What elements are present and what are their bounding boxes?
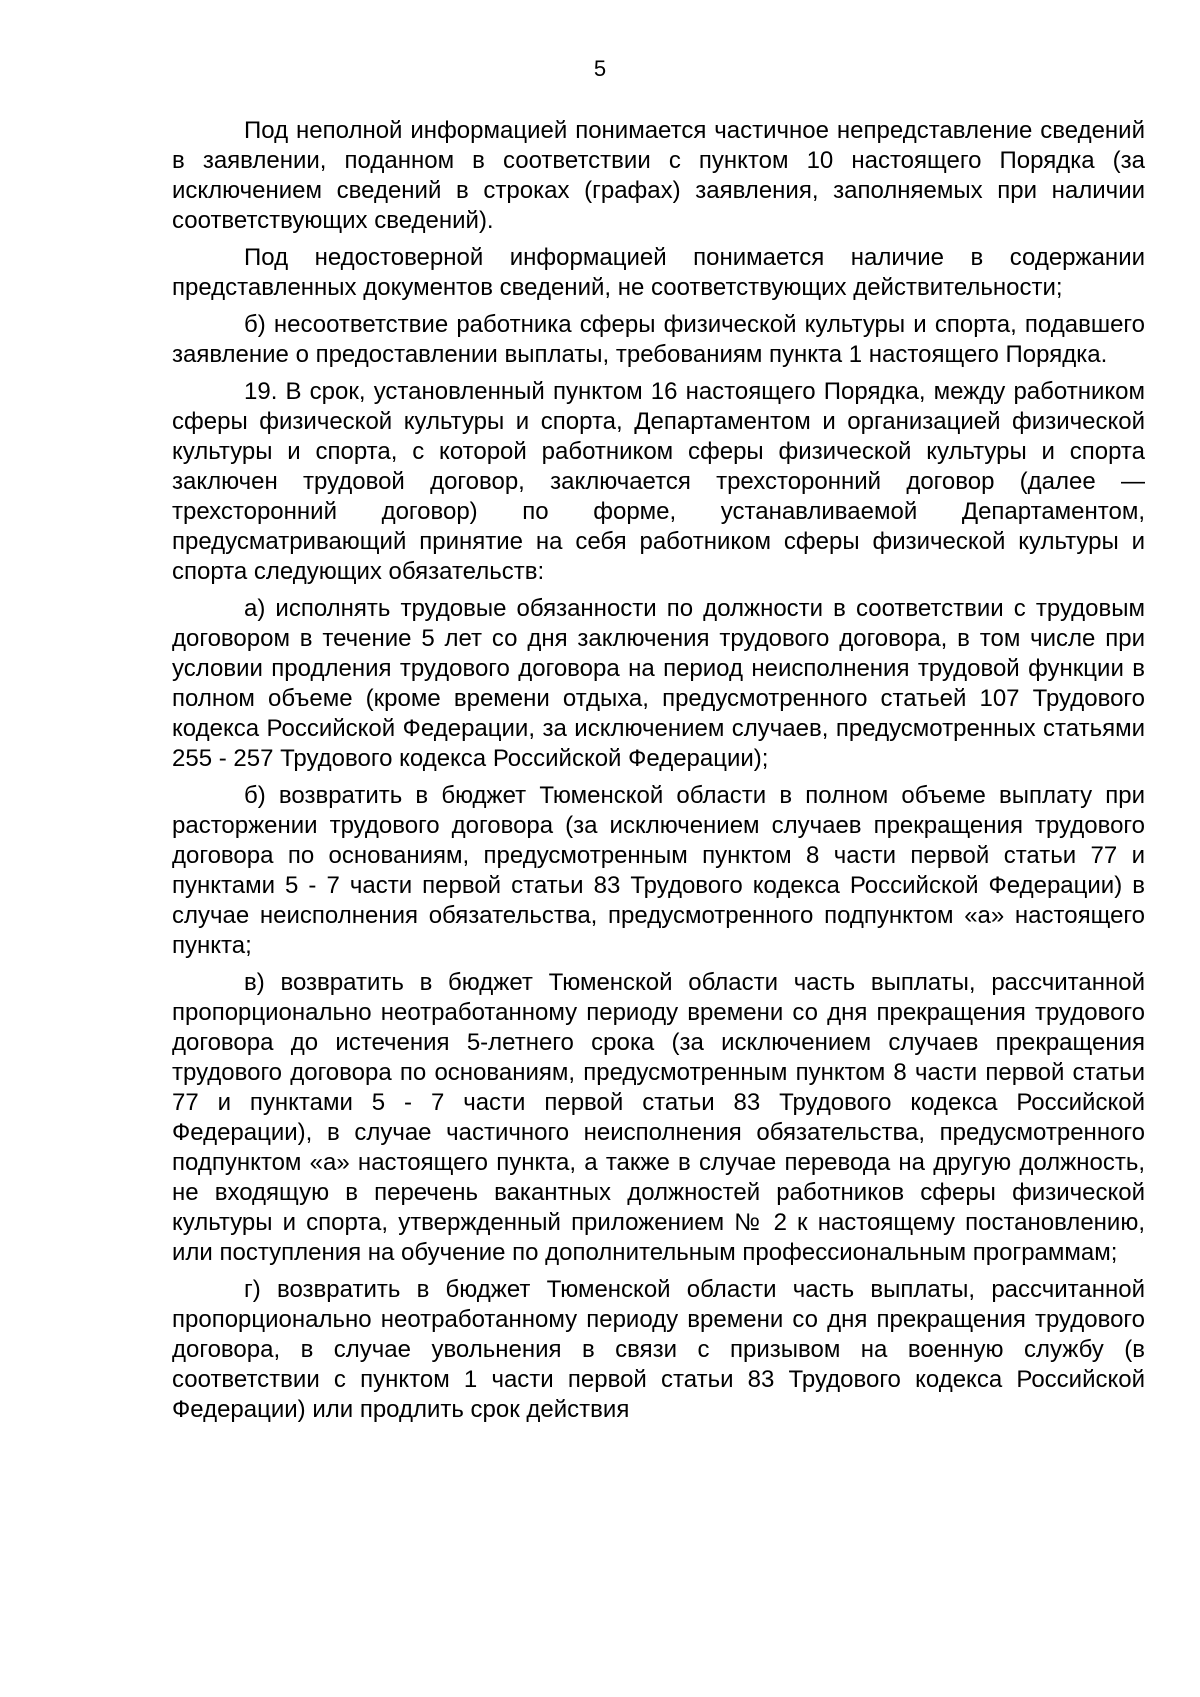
- page-number: 5: [593, 56, 607, 81]
- paragraph-obligation-a: а) исполнять трудовые обязанности по должности в соответствии с трудовым договором в течение 5 лет со дня заключения трудового договора, в том числе при условии продления трудового договора на период неисполнения трудовой функции в полном объеме (кроме времени отдыха, предусмотренного статьей 107 Трудового кодекса Российской Федерации, за исключением случаев, предусмотренных статьями 255 - 257 Трудового кодекса Российской Федерации);: [172, 595, 1145, 772]
- paragraph-unreliable-info: Под недостоверной информацией понимается наличие в содержании представленных документов сведений, не соответствующих действительности;: [172, 244, 1145, 301]
- paragraph-obligation-v: в) возвратить в бюджет Тюменской области часть выплаты, рассчитанной пропорционально неотработанному периоду времени со дня прекращения трудового договора до истечения 5-летнего срока (за исключением случаев прекращения трудового договора по основаниям, предусмотренным пунктом 8 части первой статьи 77 и пунктами 5 - 7 части первой статьи 83 Трудового кодекса Российской Федерации), в случае частичного неисполнения обязательства, предусмотренного подпунктом «а» настоящего пункта, а также в случае перевода на другую должность, не входящую в перечень вакантных должностей работников сферы физической культуры и спорта, утвержденный приложением № 2 к настоящему постановлению, или поступления на обучение по дополнительным профессиональным программам;: [172, 969, 1145, 1266]
- paragraph-item-b-mismatch: б) несоответствие работника сферы физической культуры и спорта, подавшего заявление о предоставлении выплаты, требованиям пункта 1 настоящего Порядка.: [172, 311, 1145, 368]
- paragraph-section-19: 19. В срок, установленный пунктом 16 настоящего Порядка, между работником сферы физической культуры и спорта, Департаментом и организацией физической культуры и спорта, с которой работником сферы физической культуры и спорта заключен трудовой договор, заключается трехсторонний договор (далее — трехсторонний договор) по форме, устанавливаемой Департаментом, предусматривающий принятие на себя работником сферы физической культуры и спорта следующих обязательств:: [172, 378, 1145, 585]
- paragraph-obligation-g: г) возвратить в бюджет Тюменской области часть выплаты, рассчитанной пропорционально неотработанному периоду времени со дня прекращения трудового договора, в случае увольнения в связи с призывом на военную службу (в соответствии с пунктом 1 части первой статьи 83 Трудового кодекса Российской Федерации) или продлить срок действия: [172, 1276, 1145, 1423]
- paragraph-obligation-b: б) возвратить в бюджет Тюменской области в полном объеме выплату при расторжении трудового договора (за исключением случаев прекращения трудового договора по основаниям, предусмотренным пунктом 8 части первой статьи 77 и пунктами 5 - 7 части первой статьи 83 Трудового кодекса Российской Федерации) в случае неисполнения обязательства, предусмотренного подпунктом «а» настоящего пункта;: [172, 782, 1145, 959]
- paragraph-incomplete-info: Под неполной информацией понимается частичное непредставление сведений в заявлении, поданном в соответствии с пунктом 10 настоящего Порядка (за исключением сведений в строках (графах) заявления, заполняемых при наличии соответствующих сведений).: [172, 117, 1145, 234]
- document-body: [172, 116, 1145, 1432]
